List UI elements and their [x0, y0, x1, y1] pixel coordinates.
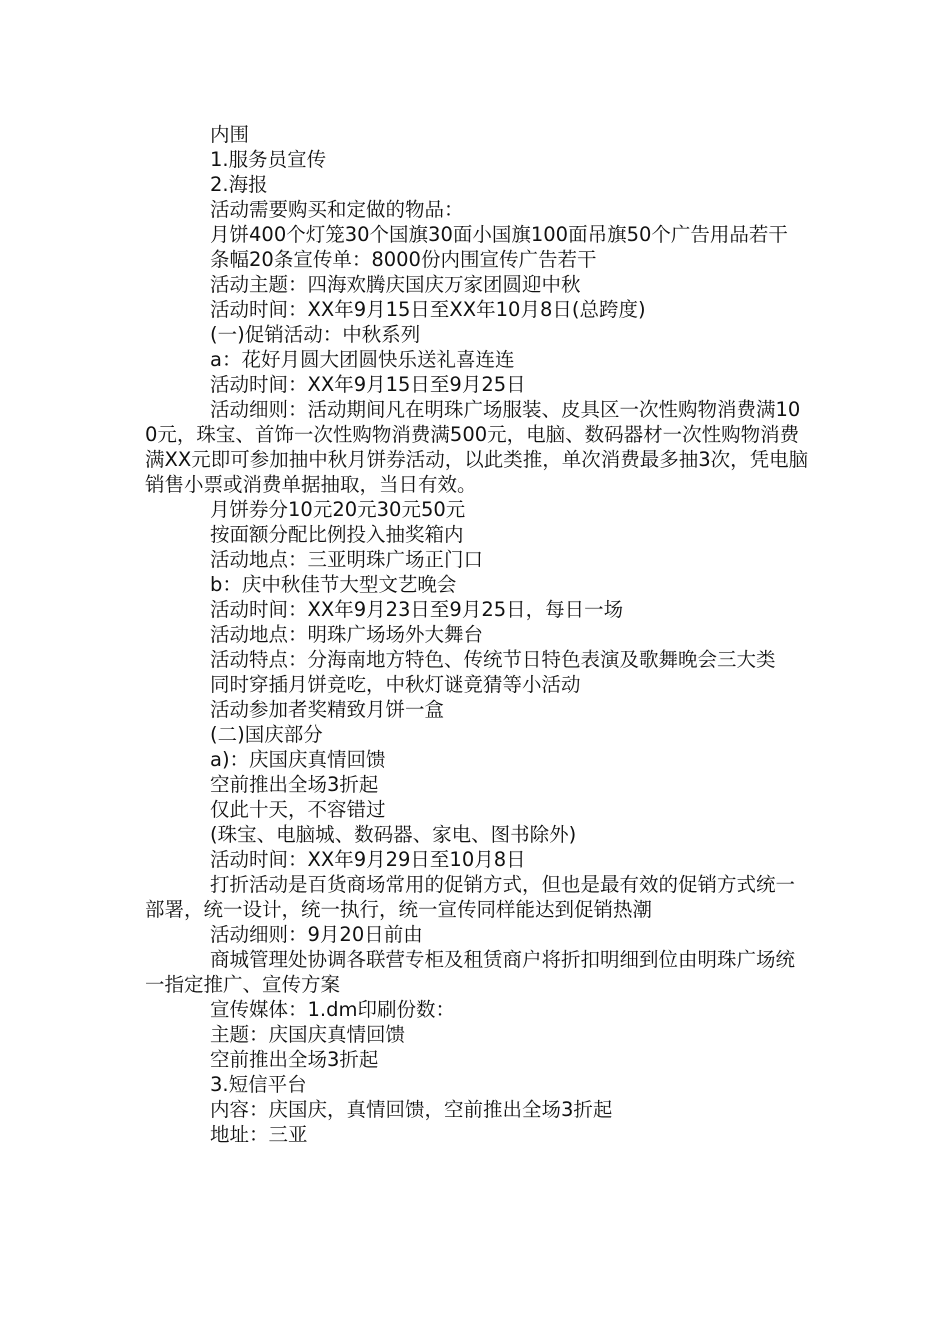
paragraph: 活动时间：XX年9月23日至9月25日，每日一场: [210, 598, 624, 621]
paragraph: 活动特点：分海南地方特色、传统节日特色表演及歌舞晚会三大类: [210, 648, 776, 671]
paragraph: 按面额分配比例投入抽奖箱内: [210, 523, 464, 546]
paragraph: 活动时间：XX年9月15日至9月25日: [210, 373, 526, 396]
paragraph: 活动时间：XX年9月29日至10月8日: [210, 848, 526, 871]
paragraph: 空前推出全场3折起: [210, 1048, 379, 1071]
paragraph: 地址：三亚: [210, 1123, 308, 1146]
paragraph: 活动地点：明珠广场场外大舞台: [210, 623, 484, 646]
paragraph: a：花好月圆大团圆快乐送礼喜连连: [210, 348, 515, 371]
paragraph: 内容：庆国庆，真情回馈，空前推出全场3折起: [210, 1098, 613, 1121]
paragraph: 活动时间：XX年9月15日至XX年10月8日(总跨度): [210, 298, 646, 321]
paragraph: 空前推出全场3折起: [210, 773, 379, 796]
paragraph: 活动地点：三亚明珠广场正门口: [210, 548, 484, 571]
paragraph: 仅此十天，不容错过: [210, 798, 386, 821]
paragraph: a)：庆国庆真情回馈: [210, 748, 386, 771]
paragraph: 打折活动是百货商场常用的促销方式，但也是最有效的促销方式统一部署，统一设计，统一执行，统一宣传同样能达到促销热潮: [145, 873, 796, 921]
paragraph: 宣传媒体：1.dm印刷份数：: [210, 998, 455, 1021]
paragraph: 活动细则：9月20日前由: [210, 923, 423, 946]
paragraph: 条幅20条宣传单：8000份内围宣传广告若干: [210, 248, 597, 271]
paragraph: 月饼券分10元20元30元50元: [210, 498, 466, 521]
paragraph: (二)国庆部分: [210, 723, 323, 746]
paragraph: 活动主题：四海欢腾庆国庆万家团圆迎中秋: [210, 273, 581, 296]
paragraph: (珠宝、电脑城、数码器、家电、图书除外): [210, 823, 577, 846]
paragraph: 3.短信平台: [210, 1073, 307, 1096]
paragraph: 内围: [210, 123, 250, 146]
paragraph: 月饼400个灯笼30个国旗30面小国旗100面吊旗50个广告用品若干: [210, 223, 788, 246]
paragraph: b：庆中秋佳节大型文艺晚会: [210, 573, 457, 596]
paragraph: 商城管理处协调各联营专柜及租赁商户将折扣明细到位由明珠广场统一指定推广、宣传方案: [145, 948, 796, 996]
document-body: [145, 122, 810, 1147]
paragraph: 主题：庆国庆真情回馈: [210, 1023, 406, 1046]
paragraph: 活动需要购买和定做的物品：: [210, 198, 464, 221]
paragraph: 同时穿插月饼竞吃，中秋灯谜竟猜等小活动: [210, 673, 581, 696]
paragraph: 活动参加者奖精致月饼一盒: [210, 698, 445, 721]
paragraph: 活动细则：活动期间凡在明珠广场服装、皮具区一次性购物消费满100元，珠宝、首饰一次性购物消费满500元，电脑、数码器材一次性购物消费满XX元即可参加抽中秋月饼券活动，以此类推，单次消费最多抽3次，凭电脑销售小票或消费单据抽取，当日有效。: [145, 398, 809, 496]
paragraph: 2.海报: [210, 173, 268, 196]
paragraph: (一)促销活动：中秋系列: [210, 323, 421, 346]
paragraph: 1.服务员宣传: [210, 148, 327, 171]
